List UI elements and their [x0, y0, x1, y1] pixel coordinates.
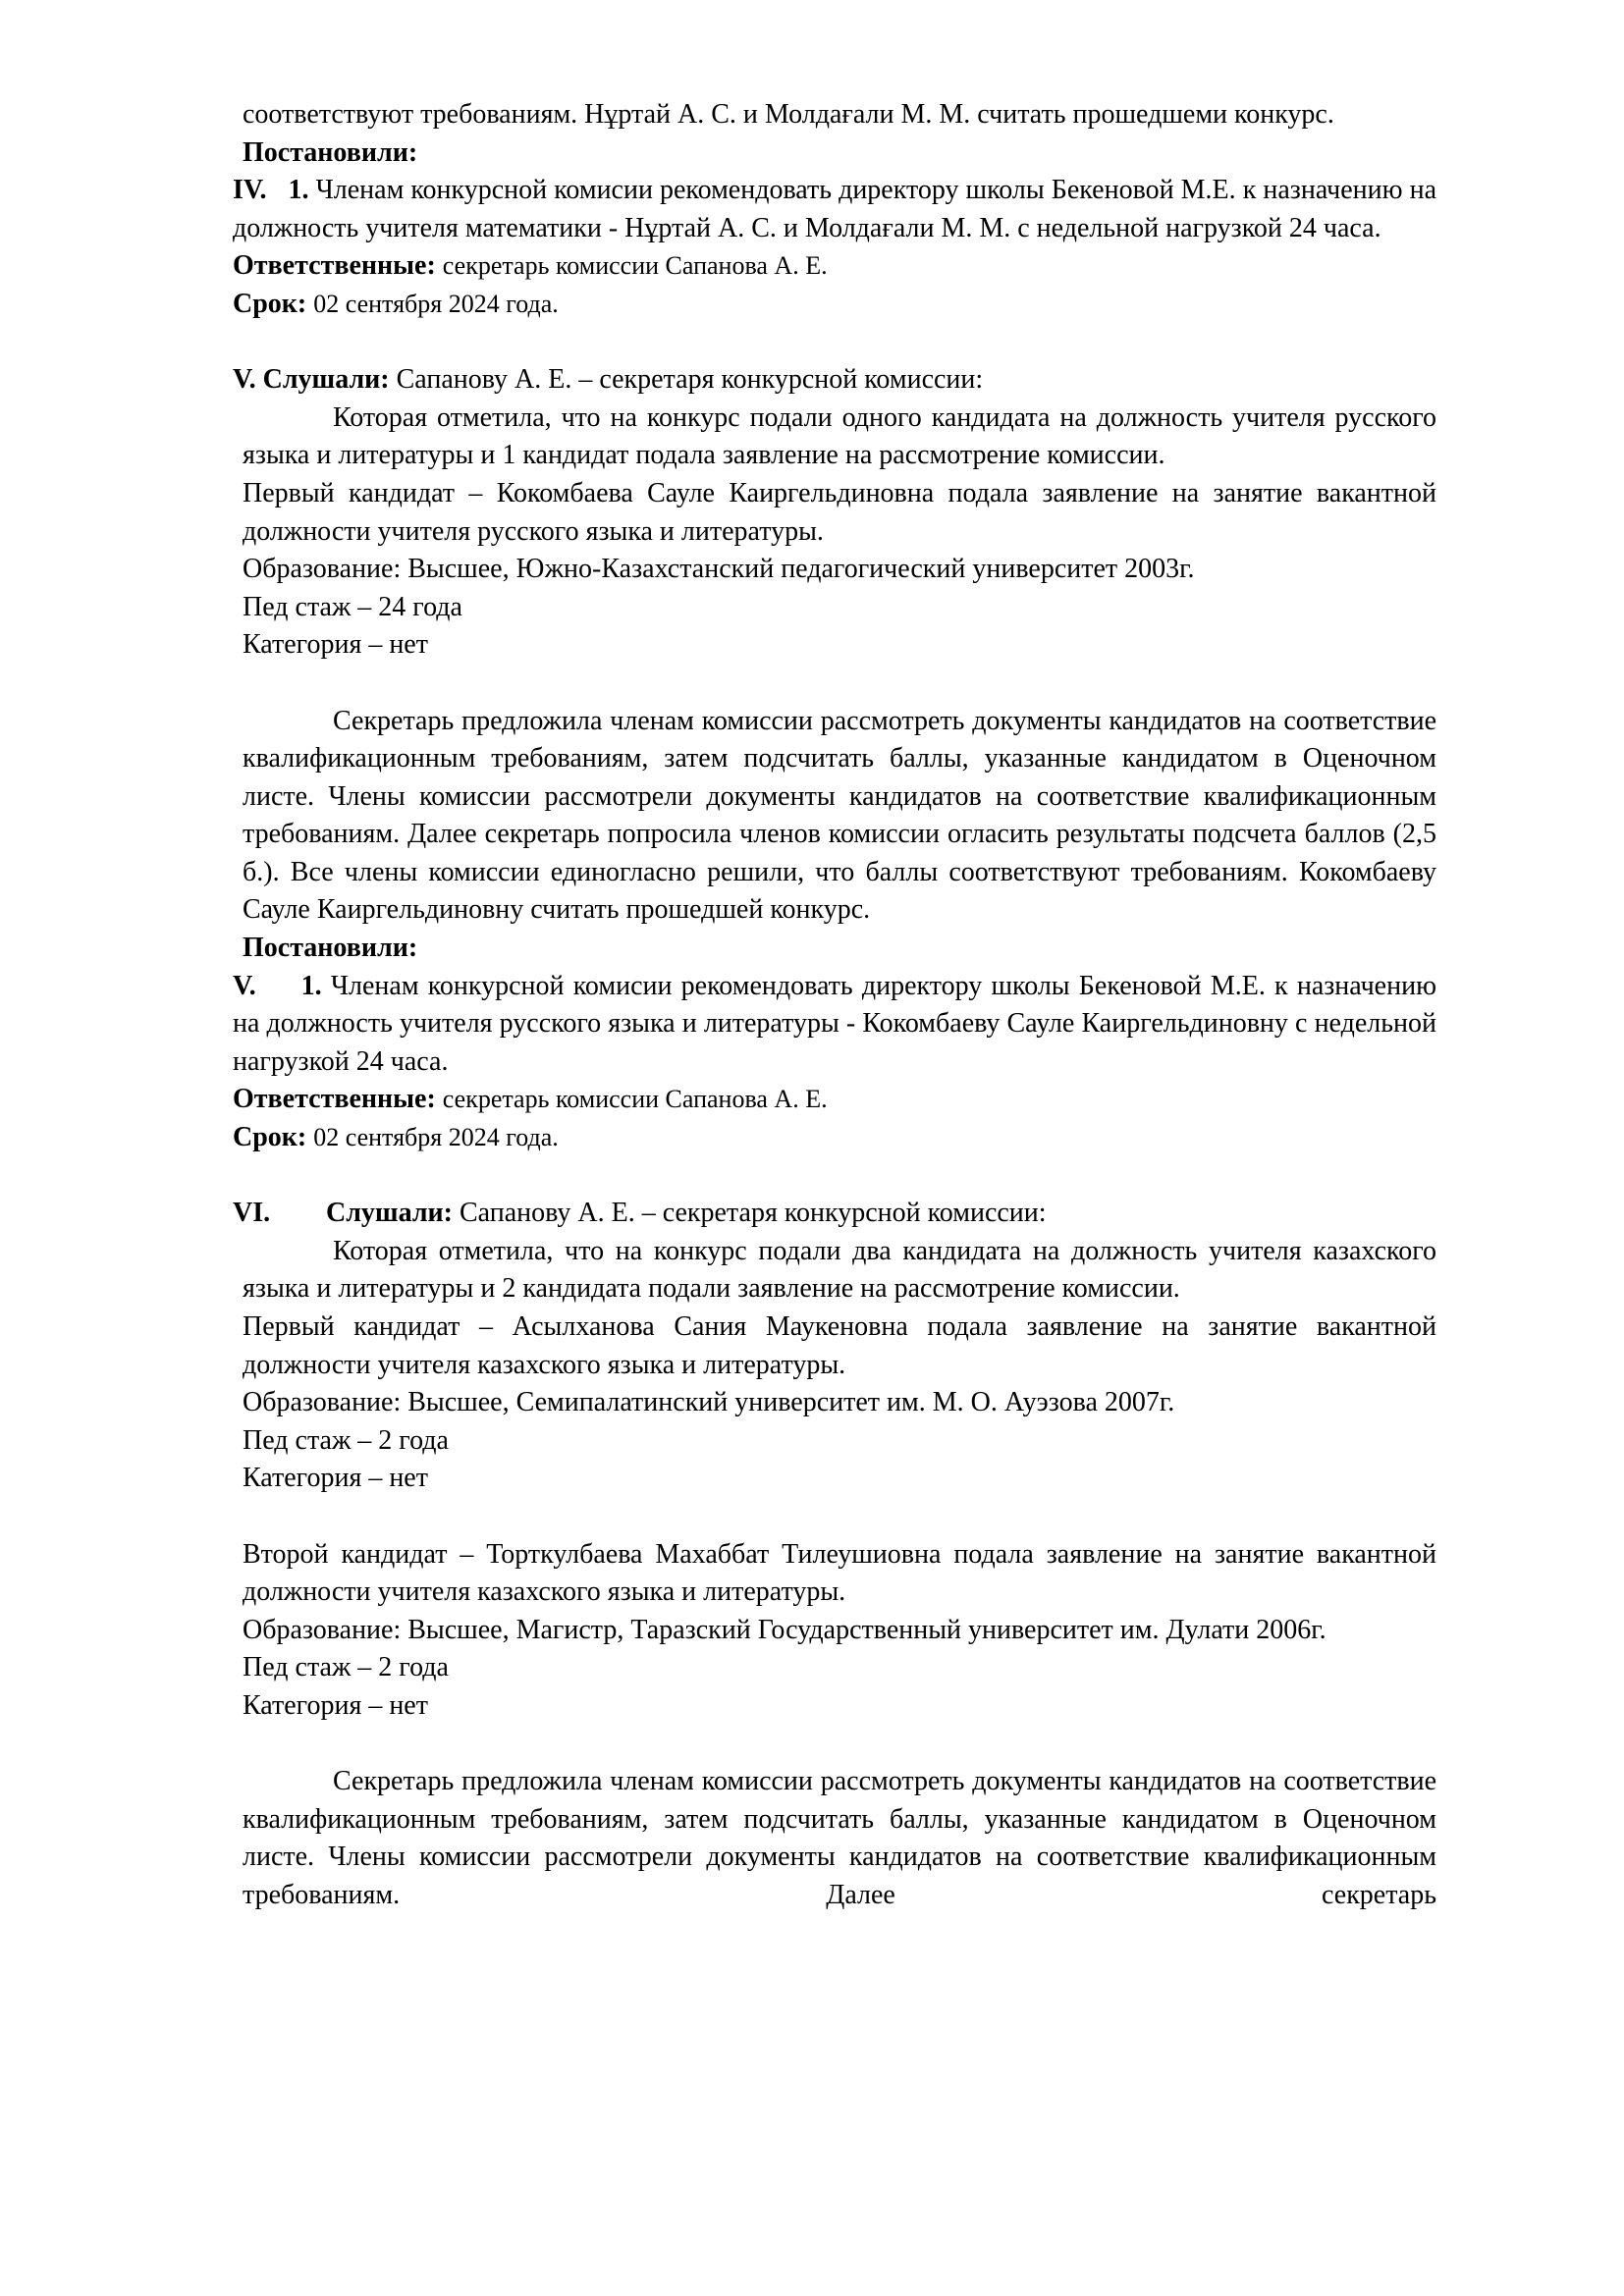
- section-v-heard-text: Сапанову А. Е. – секретаря конкурсной комиссии:: [396, 364, 984, 396]
- section-iv-responsible: [233, 247, 1436, 286]
- section-v-deadline-value: 02 сентября 2024 года.: [313, 1123, 559, 1152]
- section-v-heading: [233, 361, 1436, 400]
- section-vi-review-partial: Секретарь предложила членам комиссии рассмотреть документы кандидатов на соответствие квалификационным требованиям, затем подсчитать баллы, указанные кандидатом в Оценочном листе. Члены комиссии рассмотрели документы кандидатов на соответствие квалификационным требованиям. Далее секретарь: [243, 1766, 1436, 1910]
- section-iv-deadline-value: 02 сентября 2024 года.: [313, 289, 559, 318]
- section-v-candidate-1-category: Категория – нет: [243, 629, 428, 661]
- section-v-responsible: [233, 1081, 1436, 1119]
- section-v-candidate-1-experience: Пед стаж – 24 года: [243, 591, 462, 622]
- section-vi-intro: Которая отметила, что на конкурс подали два кандидата на должность учителя казахского языка и литературы и 2 кандидата подали заявление на рассмотрение комиссии.: [243, 1235, 1436, 1305]
- section-v-decision-roman: V.: [233, 970, 256, 1001]
- section-v-resolved-label: Постановили:: [243, 933, 418, 964]
- section-v-deadline: [233, 1119, 1436, 1157]
- section-vi-heard-label: Слушали:: [326, 1198, 453, 1229]
- section-vi-candidate-2-category: Категория – нет: [243, 1689, 428, 1721]
- section-iv-resolved-label: Постановили:: [243, 136, 418, 168]
- section-vi-candidate-2-experience: Пед стаж – 2 года: [243, 1652, 449, 1683]
- section-vi-candidate-1-category: Категория – нет: [243, 1463, 428, 1494]
- section-v-decision: [233, 968, 1436, 1082]
- section-iv-decision-roman: IV.: [233, 175, 267, 206]
- section-iv-deadline-label: Срок:: [233, 288, 307, 319]
- section-iv-decision: [233, 172, 1436, 247]
- section-v-heard-label: Слушали:: [262, 364, 390, 396]
- section-v-review: Секретарь предложила членам комиссии рассмотреть документы кандидатов на соответствие квалификационным требованиям, затем подсчитать баллы, указанные кандидатом в Оценочном листе. Члены комиссии рассмотрели документы кандидатов на соответствие квалификационным требованиям. Далее секретарь попросила членов комиссии огласить результаты подсчета баллов (2,5 б.). Все члены комиссии единогласно решили, что баллы соответствуют требованиям. Кокомбаеву Сауле Каиргельдиновну считать прошедшей конкурс.: [243, 705, 1436, 926]
- section-v-deadline-label: Срок:: [233, 1122, 307, 1153]
- section-v-decision-number: 1.: [300, 970, 322, 1001]
- section-iv-decision-text: Членам конкурсной комисии рекомендовать директору школы Бекеновой М.Е. к назначению на должность учителя математики - Нұртай А. С. и Молдағали М. М. с недельной нагрузкой 24 часа.: [233, 175, 1436, 243]
- section-v-responsible-value: секретарь комиссии Сапанова А. Е.: [442, 1085, 828, 1114]
- section-iv-responsible-label: Ответственные:: [233, 250, 436, 282]
- section-iv-deadline: [233, 286, 1436, 324]
- section-vi-candidate-1-experience: Пед стаж – 2 года: [243, 1424, 449, 1456]
- section-vi-candidate-2-application: Второй кандидат – Торткулбаева Махаббат Тилеушиовна подала заявление на занятие вакантной должности учителя казахского языка и литературы.: [243, 1538, 1436, 1608]
- section-v-candidate-1-application: Первый кандидат – Кокомбаева Сауле Каиргельдиновна подала заявление на занятие вакантной должности учителя русского языка и литературы.: [243, 477, 1436, 547]
- section-v-decision-text: Членам конкурсной комисии рекомендовать директору школы Бекеновой М.Е. к назначению на должность учителя русского языка и литературы - Кокомбаеву Сауле Каиргельдиновну с недельной нагрузкой 24 часа.: [233, 970, 1436, 1077]
- section-vi-candidate-1-application: Первый кандидат – Асылханова Сания Маукеновна подала заявление на занятие вакантной должности учителя казахского языка и литературы.: [243, 1311, 1436, 1380]
- section-v-intro: Которая отметила, что на конкурс подали одного кандидата на должность учителя русского языка и литературы и 1 кандидат подала заявление на рассмотрение комиссии.: [243, 401, 1436, 471]
- section-iv-closing-text: соответствуют требованиям. Нұртай А. С. и Молдағали М. М. считать прошедшеми конкурс.: [243, 99, 1334, 130]
- section-vi-heading: [233, 1195, 1436, 1233]
- document-page: [233, 96, 1436, 1915]
- section-vi-candidate-2-education: Образование: Высшее, Магистр, Таразский Государственный университет им. Дулати 2006г.: [243, 1614, 1326, 1645]
- section-iv-responsible-value: секретарь комиссии Сапанова А. Е.: [442, 251, 828, 281]
- section-v-responsible-label: Ответственные:: [233, 1084, 436, 1115]
- section-vi-roman: VI.: [233, 1198, 271, 1229]
- section-vi-heard-text: Сапанову А. Е. – секретаря конкурсной комиссии:: [459, 1198, 1047, 1229]
- section-vi-candidate-1-education: Образование: Высшее, Семипалатинский университет им. М. О. Ауэзова 2007г.: [243, 1387, 1175, 1418]
- section-v-roman: V.: [233, 364, 256, 396]
- section-iv-decision-number: 1.: [288, 175, 309, 206]
- section-v-candidate-1-education: Образование: Высшее, Южно-Казахстанский педагогический университет 2003г.: [243, 554, 1195, 585]
